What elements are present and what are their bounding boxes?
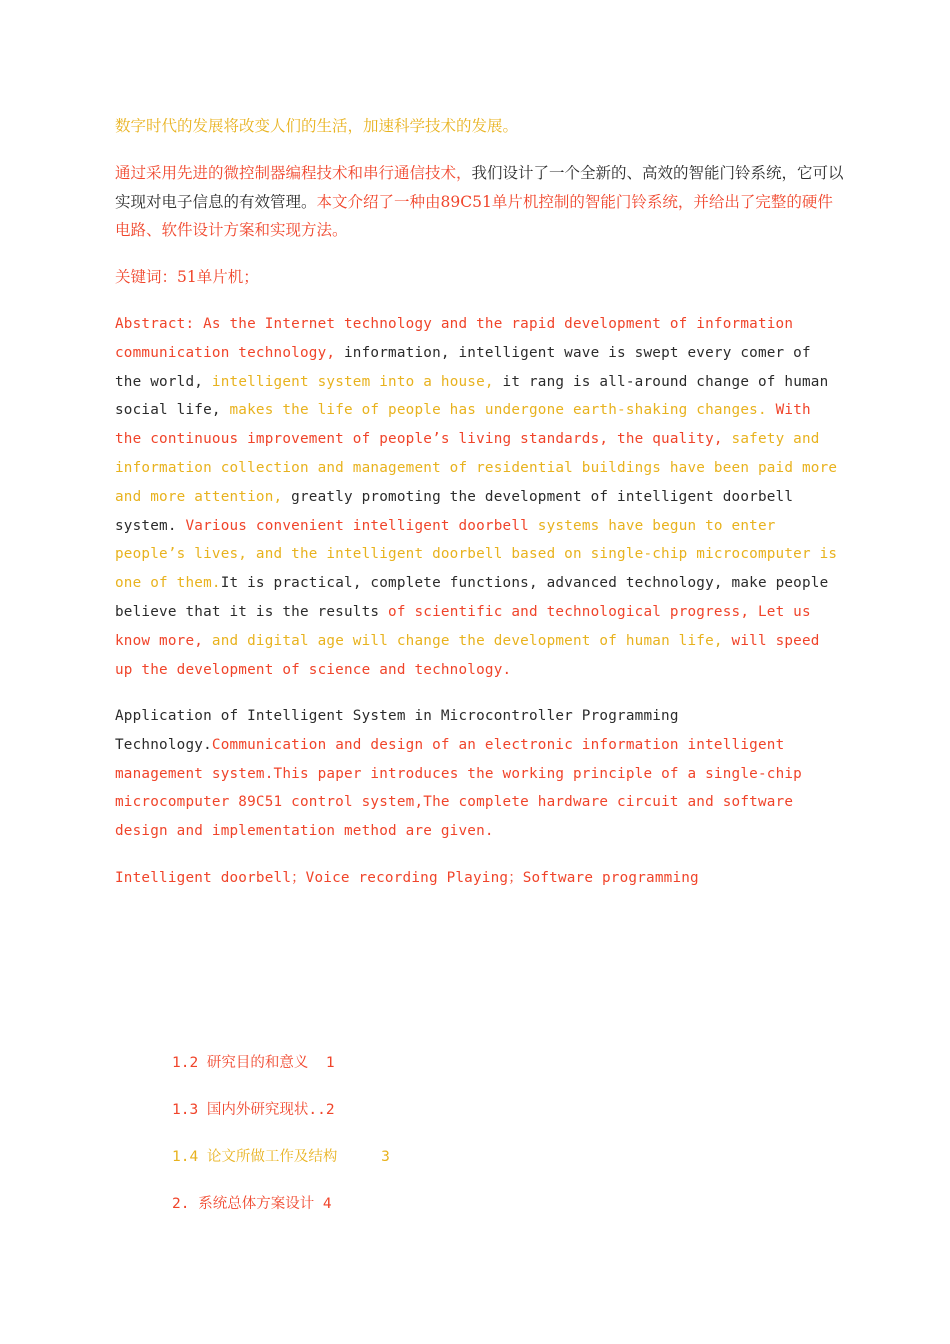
abstract-part-11: It is practical, complete functions, advanced technology, make people believe that it is the results <box>115 575 829 620</box>
abstract-part-5: makes the life of people has undergone earth-shaking changes. <box>229 402 767 419</box>
summary-paragraph-cn <box>115 159 845 245</box>
application-part-4: The complete hardware circuit and software design and implementation method are given. <box>115 794 794 840</box>
toc-item <box>172 1146 390 1168</box>
keywords-cn <box>115 263 845 292</box>
keywords-cn-text: 关键词：51单片机； <box>115 268 259 286</box>
toc-item-text: 1.2 研究目的和意义 1 <box>172 1055 335 1071</box>
application-part-3: This paper introduces the working principle of a single-chip microcomputer 89C51 control system, <box>115 765 802 811</box>
abstract-part-14: will speed up the development of science and technology. <box>115 632 820 678</box>
abstract-part-4: it rang is all-around change of human social life, <box>115 373 829 419</box>
abstract-part-12: of scientific and technological progress, Let us know more, <box>115 603 811 649</box>
abstract-part-3: intelligent system into a house, <box>211 373 494 390</box>
toc-item <box>172 1099 335 1121</box>
summary-cn-part-2: 我们设计了一个全新的、高效的智能门铃系统，它可以实现对电子信息的有效管理。 <box>115 164 844 211</box>
keywords-en <box>115 864 845 893</box>
abstract-part-8: greatly promoting the development of intelligent doorbell system. <box>115 488 794 534</box>
abstract-part-2: information, intelligent wave is swept every comer of the world, <box>115 344 811 390</box>
abstract-part-10: systems have begun to enter people’s lives, and the intelligent doorbell based on single-chip microcomputer is one of them. <box>115 517 838 592</box>
abstract-part-13: and digital age will change the development of human life, <box>203 632 723 649</box>
abstract-part-9: Various convenient intelligent doorbell <box>176 517 529 534</box>
abstract-part-1: Abstract: As the Internet technology and the rapid development of information communication technology, <box>115 316 794 361</box>
summary-cn-part-3: 本文介绍了一种由89C51单片机控制的智能门铃系统，并给出了完整的硬件电路、软件设计方案和实现方法。 <box>115 192 833 239</box>
application-part-1: Application of Intelligent System in Microcontroller Programming Technology. <box>115 708 679 753</box>
toc-item <box>172 1052 335 1074</box>
toc-item-text: 1.4 论文所做工作及结构 3 <box>172 1149 390 1165</box>
application-part-2: Communication and design of an electronic information intelligent management system. <box>115 736 785 782</box>
toc-item <box>172 1193 332 1215</box>
intro-text: 数字时代的发展将改变人们的生活，加速科学技术的发展。 <box>115 117 519 135</box>
summary-cn-part-1: 通过采用先进的微控制器编程技术和串行通信技术， <box>115 164 472 182</box>
abstract-part-6: With the continuous improvement of people’s living standards, the quality, <box>115 402 811 448</box>
application-paragraph <box>115 702 845 846</box>
toc-item-text: 2. 系统总体方案设计 4 <box>172 1196 332 1212</box>
keywords-en-text: Intelligent doorbell；Voice recording Playing；Software programming <box>115 870 699 886</box>
abstract-part-7: safety and information collection and management of residential buildings have been paid more and more attention, <box>115 431 838 505</box>
abstract-paragraph <box>115 310 845 684</box>
intro-sentence <box>115 112 845 141</box>
toc-item-text: 1.3 国内外研究现状..2 <box>172 1102 335 1118</box>
